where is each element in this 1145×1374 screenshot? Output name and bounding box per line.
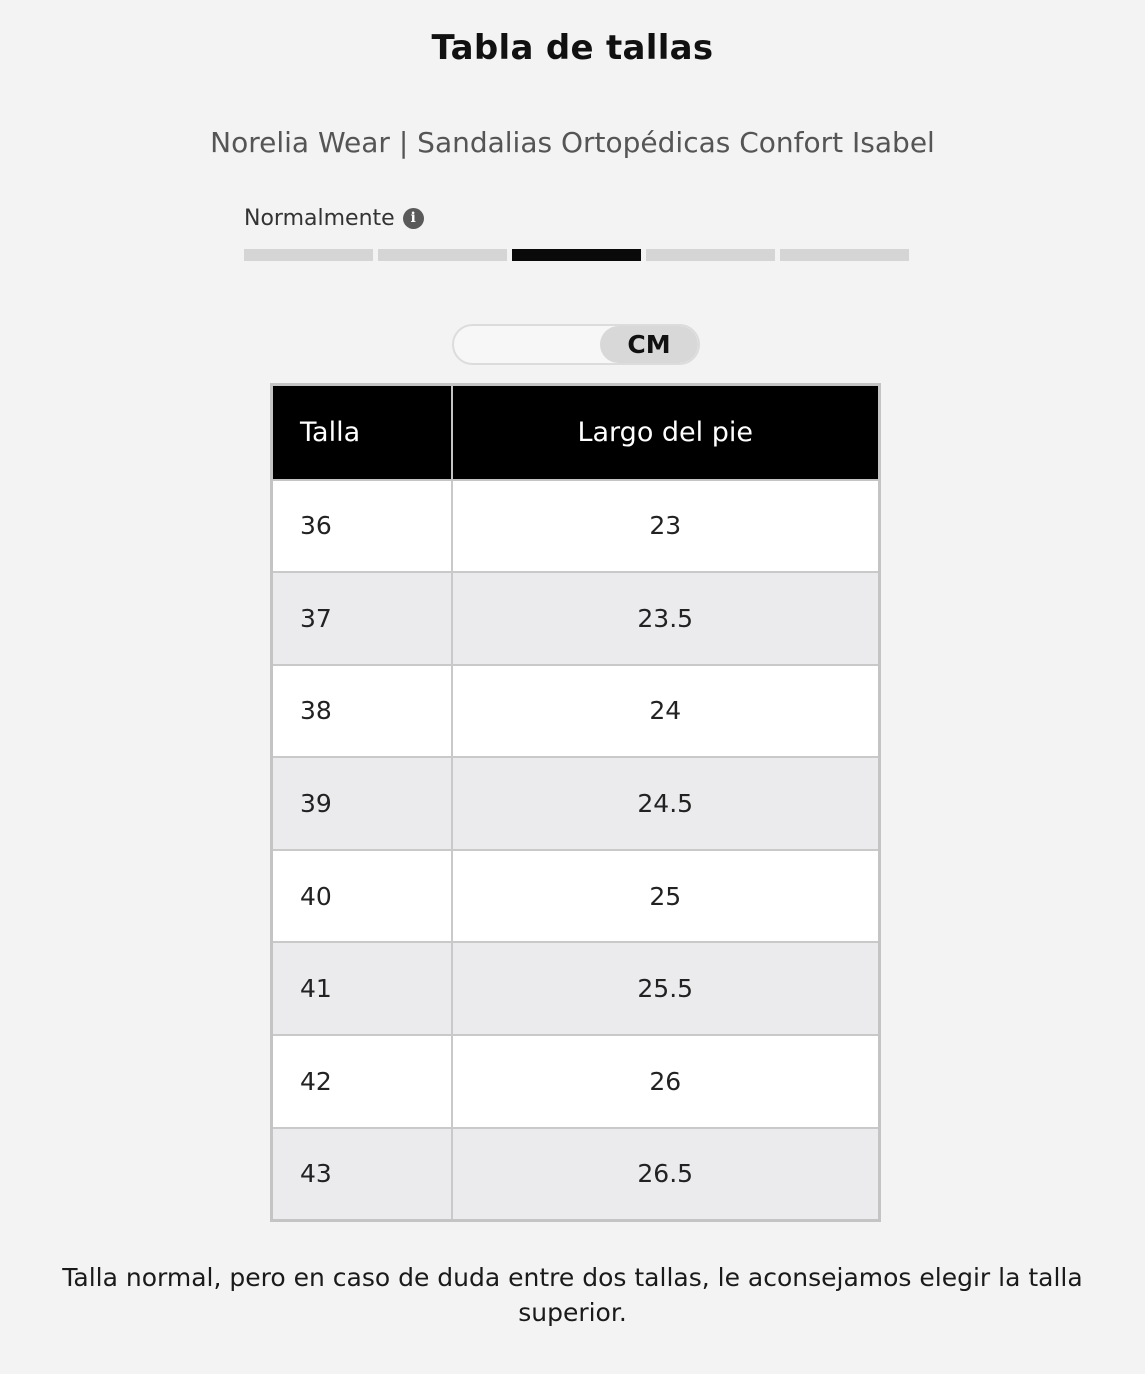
size-cell: 40 — [272, 850, 452, 943]
table-header-row — [272, 385, 880, 480]
table-row — [272, 942, 880, 1035]
fit-segment-2 — [378, 249, 507, 261]
fit-segment-3-active — [512, 249, 641, 261]
fit-scale — [244, 249, 909, 261]
info-icon[interactable]: i — [403, 208, 424, 229]
table-row — [272, 1128, 880, 1221]
table-row — [272, 1035, 880, 1128]
fit-indicator-label — [244, 206, 424, 231]
foot-length-cell: 25 — [452, 850, 880, 943]
column-header-foot-length: Largo del pie — [452, 385, 880, 480]
fit-segment-4 — [646, 249, 775, 261]
unit-option-other[interactable] — [454, 326, 602, 363]
size-cell: 37 — [272, 572, 452, 665]
foot-length-cell: 25.5 — [452, 942, 880, 1035]
foot-length-cell: 26.5 — [452, 1128, 880, 1221]
foot-length-cell: 24.5 — [452, 757, 880, 850]
table-row — [272, 480, 880, 573]
table-row — [272, 757, 880, 850]
foot-length-cell: 23 — [452, 480, 880, 573]
foot-length-cell: 26 — [452, 1035, 880, 1128]
size-table — [270, 383, 881, 1222]
size-cell: 41 — [272, 942, 452, 1035]
product-name: Norelia Wear | Sandalias Ortopédicas Confort Isabel — [210, 126, 935, 159]
foot-length-cell: 23.5 — [452, 572, 880, 665]
foot-length-cell: 24 — [452, 665, 880, 758]
size-advice-note: Talla normal, pero en caso de duda entre dos tallas, le aconsejamos elegir la talla superior. — [62, 1263, 1083, 1327]
fit-label-text: Normalmente — [244, 206, 395, 231]
column-header-size: Talla — [272, 385, 452, 480]
size-cell: 42 — [272, 1035, 452, 1128]
fit-segment-5 — [780, 249, 909, 261]
size-cell: 43 — [272, 1128, 452, 1221]
size-cell: 36 — [272, 480, 452, 573]
fit-segment-1 — [244, 249, 373, 261]
table-row — [272, 850, 880, 943]
page-title: Tabla de tallas — [431, 28, 714, 68]
size-cell: 38 — [272, 665, 452, 758]
table-row — [272, 665, 880, 758]
unit-option-cm[interactable]: CM — [600, 326, 698, 363]
table-row — [272, 572, 880, 665]
size-cell: 39 — [272, 757, 452, 850]
unit-toggle[interactable] — [452, 324, 700, 365]
